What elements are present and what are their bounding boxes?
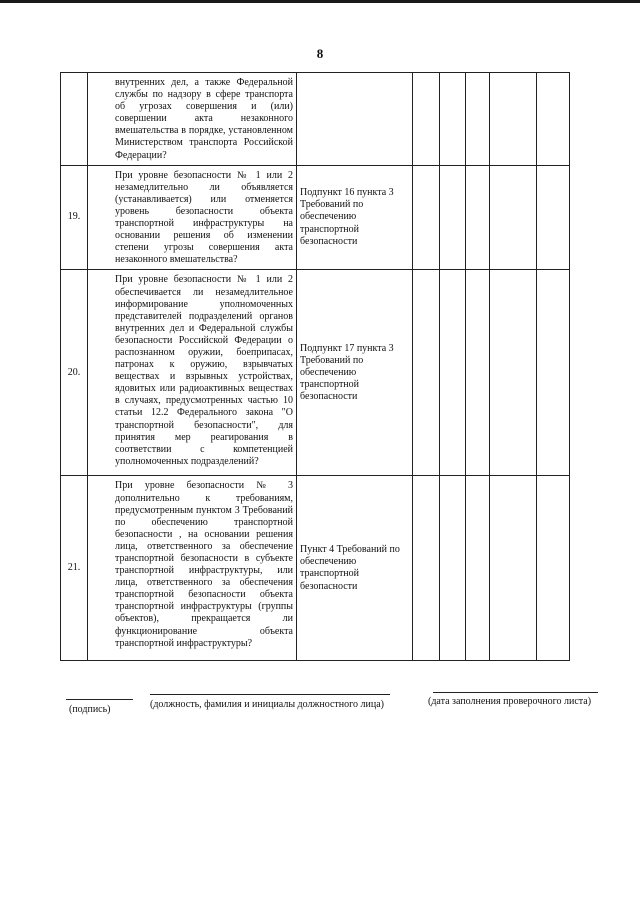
answer-cell-extra[interactable]	[537, 270, 570, 476]
question-text: При уровне безопасности № 3 дополнительно к требованиям, предусмотренным пунктом 3 Требований по обеспечению транспортной безопасности , на основании решения лица, ответственного за обеспечение транспортной безопасности в субъекте транспортной инфраструктуры, или лица, ответственного за обеспечения транспортной безопасности объекта транспортной инфраструктуры (группы объектов), прекращается ли функционирование объекта транспортной инфраструктуры?	[88, 476, 297, 661]
checklist-table	[60, 72, 570, 661]
answer-cell-na[interactable]	[466, 476, 490, 661]
question-text: внутренних дел, а также Федеральной службы по надзору в сфере транспорта об угрозах совершения и (или) совершении акта незаконного вмешательства в порядке, установленном Министерством транспорта Российской Федерации?	[88, 73, 297, 166]
requirement-reference	[297, 73, 413, 166]
answer-cell-note[interactable]	[490, 476, 537, 661]
requirement-reference: Подпункт 17 пункта 3 Требований по обеспечению транспортной безопасности	[297, 270, 413, 476]
signature-block	[0, 685, 640, 725]
answer-cell-no[interactable]	[440, 73, 466, 166]
position-line[interactable]	[150, 694, 390, 695]
row-number: 21.	[61, 476, 88, 661]
answer-cell-na[interactable]	[466, 165, 490, 270]
signature-line[interactable]	[66, 699, 133, 700]
question-text: При уровне безопасности № 1 или 2 обеспечивается ли незамедлительное информирование уполномоченных представителей подразделений органов внутренних дел и Федеральной службы безопасности Российской Федерации о распознанном оружии, боеприпасах, патронах к оружию, взрывчатых веществах и взрывных устройствах, ядовитых или радиоактивных веществах в случаях, предусмотренных частью 10 статьи 12.2 Федерального закона "О транспортной безопасности", для принятия мер реагирования в соответствии с компетенцией уполномоченных подразделений?	[88, 270, 297, 476]
requirement-reference: Пункт 4 Требований по обеспечению транспортной безопасности	[297, 476, 413, 661]
requirement-reference: Подпункт 16 пункта 3 Требований по обеспечению транспортной безопасности	[297, 165, 413, 270]
answer-cell-note[interactable]	[490, 270, 537, 476]
answer-cell-na[interactable]	[466, 270, 490, 476]
table-row	[61, 270, 570, 476]
row-number	[61, 73, 88, 166]
page-number: 8	[316, 46, 324, 61]
answer-cell-yes[interactable]	[413, 476, 440, 661]
answer-cell-no[interactable]	[440, 165, 466, 270]
answer-cell-no[interactable]	[440, 270, 466, 476]
scan-edge	[0, 0, 640, 3]
answer-cell-note[interactable]	[490, 73, 537, 166]
answer-cell-na[interactable]	[466, 73, 490, 166]
table-row	[61, 73, 570, 166]
answer-cell-yes[interactable]	[413, 270, 440, 476]
row-number: 20.	[61, 270, 88, 476]
question-text: При уровне безопасности № 1 или 2 незамедлительно ли объявляется (устанавливается) или отменяется уровень безопасности объекта транспортной инфраструктуры на основании решения об изменении степени угрозы совершения акта незаконного вмешательства?	[88, 165, 297, 270]
date-caption: (дата заполнения проверочного листа)	[428, 696, 592, 707]
answer-cell-note[interactable]	[490, 165, 537, 270]
signature-caption: (подпись)	[69, 704, 111, 715]
answer-cell-no[interactable]	[440, 476, 466, 661]
row-number: 19.	[61, 165, 88, 270]
answer-cell-yes[interactable]	[413, 73, 440, 166]
answer-cell-extra[interactable]	[537, 165, 570, 270]
answer-cell-yes[interactable]	[413, 165, 440, 270]
answer-cell-extra[interactable]	[537, 73, 570, 166]
position-caption: (должность, фамилия и инициалы должностного лица)	[150, 699, 384, 710]
table-row	[61, 165, 570, 270]
table-row	[61, 476, 570, 661]
date-line[interactable]	[433, 692, 598, 693]
answer-cell-extra[interactable]	[537, 476, 570, 661]
